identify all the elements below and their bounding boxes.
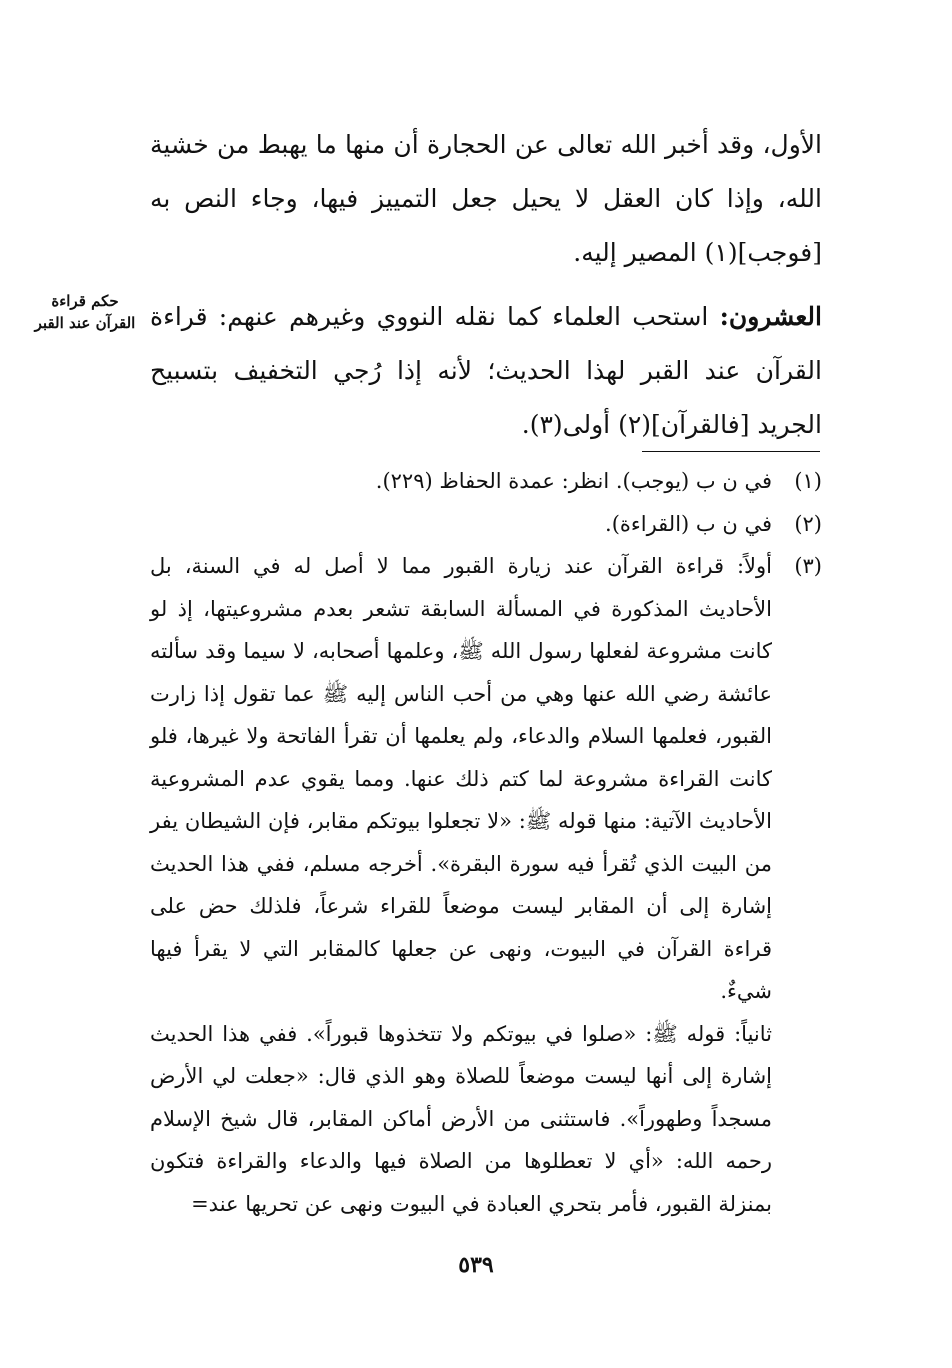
page-number: ٥٣٩: [458, 1252, 494, 1278]
footnote-number: (٢): [794, 511, 822, 536]
footnotes: [150, 460, 822, 1225]
footnote-text: [150, 503, 772, 546]
footnote-text: [150, 460, 772, 503]
margin-note-line-1: حكم قراءة: [51, 292, 119, 310]
footnote-number: (٣): [794, 554, 822, 578]
footnote-number: (١): [794, 469, 822, 493]
paragraph-2-body: استحب العلماء كما نقله النووي وغيرهم عنهم: قراءة القرآن عند القبر لهذا الحديث؛ لأنه إذا رُجي التخفيف بتسبيح الجريد [فالقرآن](٢) أولى(٣).: [150, 302, 822, 439]
footnote-paragraph: في ن ب (القراءة).: [605, 511, 772, 536]
margin-note-line-2: القرآن عند القبر: [34, 314, 136, 332]
paragraph-2: [150, 290, 822, 452]
footnote-paragraph: ثانياً: قوله ﷺ: «صلوا في بيوتكم ولا تتخذوها قبوراً». ففي هذا الحديث إشارة إلى أنها ليست موضعاً للصلاة وهو الذي قال: «جعلت لي الأرض مسجداً وطهوراً». فاستثنى من الأرض أماكن المقابر، قال شيخ الإسلام رحمه الله: «أي لا تعطلوها من الصلاة فيها والدعاء والقراءة فتكون بمنزلة القبور، فأمر بتحري العبادة في البيوت ونهى عن تحريها عند=: [150, 1021, 772, 1216]
footnote-1: [150, 460, 822, 503]
paragraph-2-lead: العشرون:: [719, 302, 822, 331]
footnote-divider: [642, 451, 820, 452]
paragraph-1: الأول، وقد أخبر الله تعالى عن الحجارة أن منها ما يهبط من خشية الله، وإذا كان العقل لا يحيل جعل التمييز فيها، وجاء النص به [فوجب](١) المصير إليه.: [150, 130, 822, 267]
main-text: [150, 118, 822, 452]
footnote-paragraph: في ن ب (يوجب). انظر: عمدة الحفاظ (٢٢٩).: [375, 469, 772, 493]
footnote-3: [150, 545, 822, 1225]
footnote-2: [150, 503, 822, 546]
footnote-paragraph: أولاً: قراءة القرآن عند زيارة القبور مما لا أصل له في السنة، بل الأحاديث المذكورة في المسألة السابقة تشعر بعدم مشروعيتها، إذ لو كانت مشروعة لفعلها رسول الله ﷺ، وعلمها أصحابه، لا سيما وقد سألته عائشة رضي الله عنها وهي من أحب الناس إليه ﷺ عما تقول إذا زارت القبور، فعلمها السلام والدعاء، ولم يعلمها أن تقرأ الفاتحة ولا غيرها، فلو كانت القراءة مشروعة لما كتم ذلك عنها. ومما يقوي عدم المشروعية الأحاديث الآتية: منها قوله ﷺ: «لا تجعلوا بيوتكم مقابر، فإن الشيطان يفر من البيت الذي تُقرأ فيه سورة البقرة». أخرجه مسلم، ففي هذا الحديث إشارة إلى أن المقابر ليست موضعاً للقراء شرعاً، فلذلك حض على قراءة القرآن في البيوت، ونهى عن جعلها كالمقابر التي لا يقرأ فيها شيءٌ.: [150, 554, 772, 1003]
margin-note: [30, 290, 140, 334]
footnote-text: [150, 545, 772, 1225]
